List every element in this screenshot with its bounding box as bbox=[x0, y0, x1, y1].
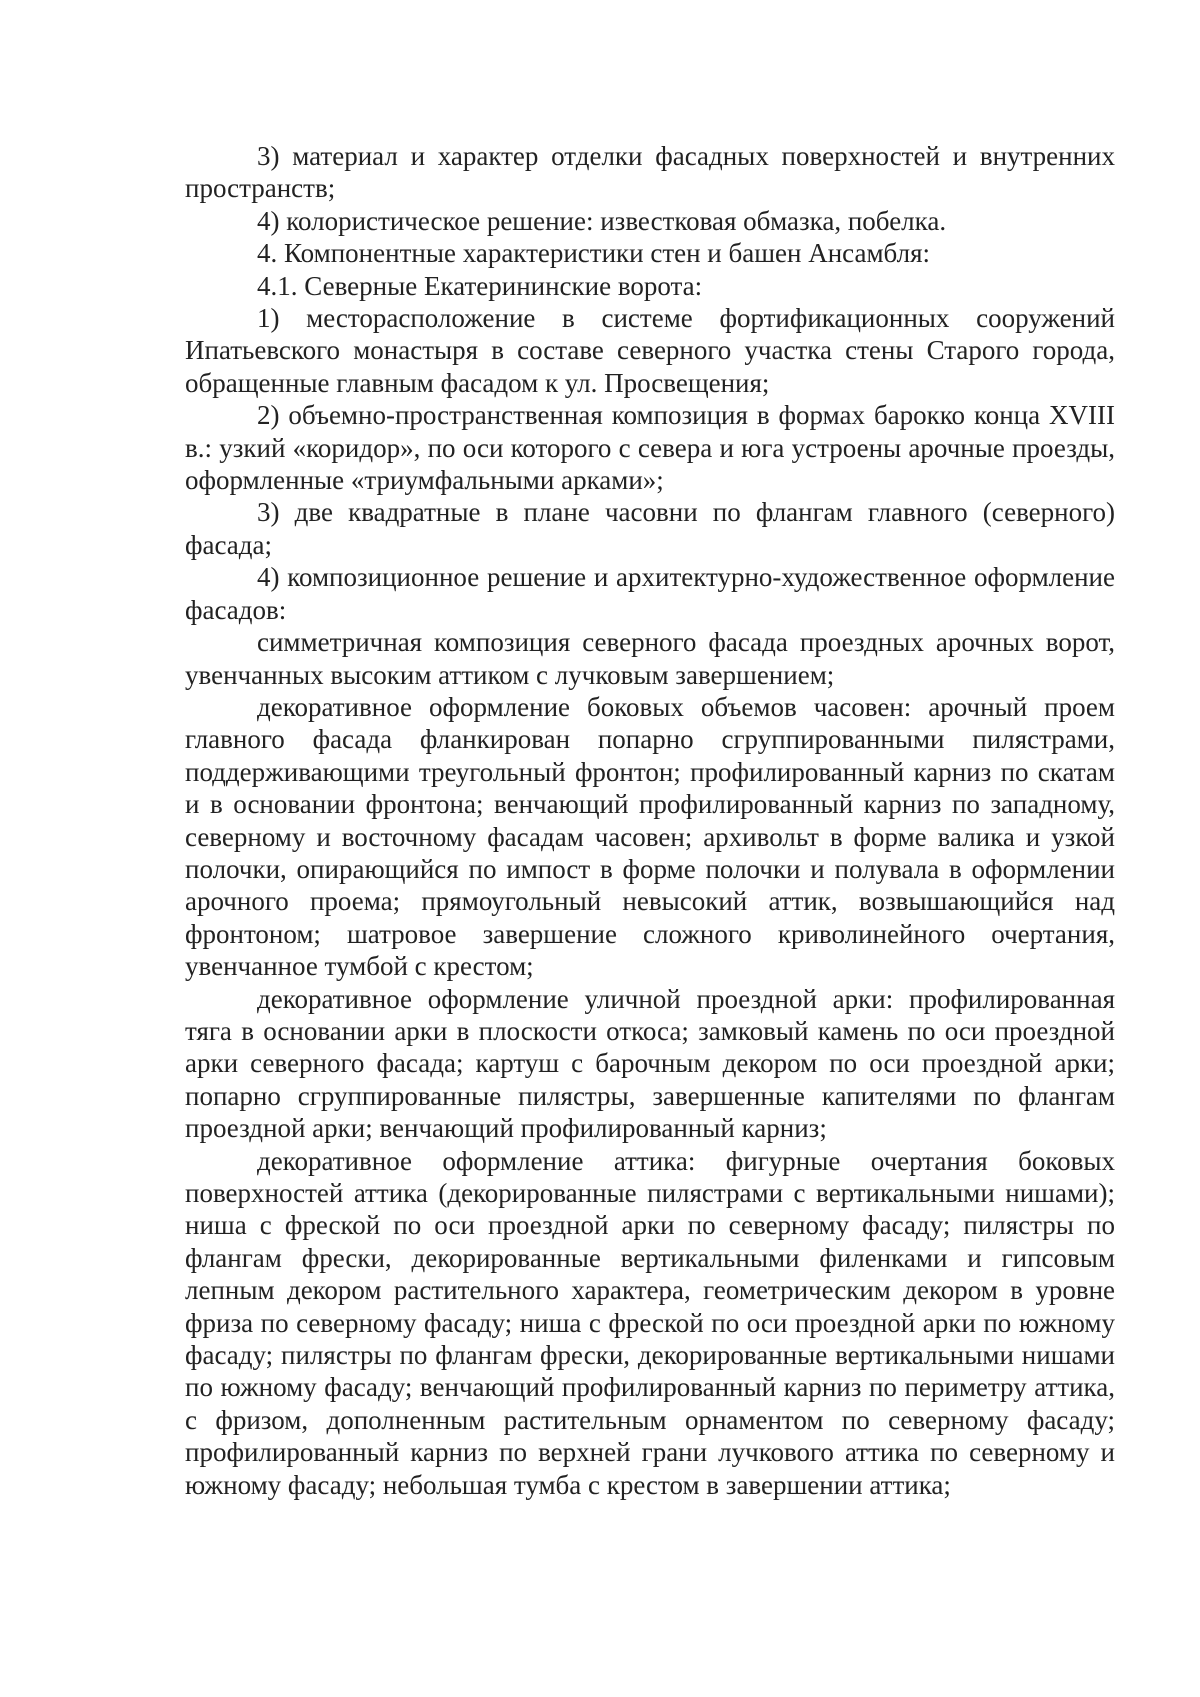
paragraph-chapel-decoration: декоративное оформление боковых объемов часовен: арочный проем главного фасада фланкирован попарно сгруппированными пилястрами, поддерживающими треугольный фронтон; профилированный карниз по скатам и в основании фронтона; венчающий профилированный карниз по западному, северному и восточному фасадам часовен; архивольт в форме валика и узкой полочки, опирающийся по импост в форме полочки и полувала в оформлении арочного проема; прямоугольный невысокий аттик, возвышающийся над фронтоном; шатровое завершение сложного криволинейного очертания, увенчанное тумбой с крестом; bbox=[185, 691, 1115, 982]
paragraph-symmetric-composition: симметричная композиция северного фасада проездных арочных ворот, увенчанных высоким аттиком с лучковым завершением; bbox=[185, 627, 1115, 690]
paragraph-facade-design: 4) композиционное решение и архитектурно-художественное оформление фасадов: bbox=[185, 562, 1115, 625]
paragraph-volume-composition: 2) объемно-пространственная композиция в формах барокко конца XVIII в.: узкий «коридор», по оси которого с севера и юга устроены арочные проезды, оформленные «триумфальными арками»; bbox=[185, 400, 1115, 496]
paragraph-attic-decoration: декоративное оформление аттика: фигурные очертания боковых поверхностей аттика (декорированные пилястрами с вертикальными нишами); ниша с фреской по оси проездной арки по северному фасаду; пилястры по флангам фрески, декорированные вертикальными филенками и гипсовым лепным декором растительного характера, геометрическим декором в уровне фриза по северному фасаду; ниша с фреской по оси проездной арки по южному фасаду; пилястры по флангам фрески, декорированные вертикальными нишами по южному фасаду; венчающий профилированный карниз по периметру аттика, с фризом, дополненным растительным орнаментом по северному фасаду; профилированный карниз по верхней грани лучкового аттика по северному и южному фасаду; небольшая тумба с крестом в завершении аттика; bbox=[185, 1145, 1115, 1500]
paragraph-location: 1) месторасположение в системе фортификационных сооружений Ипатьевского монастыря в составе северного участка стены Старого города, обращенные главным фасадом к ул. Просвещения; bbox=[185, 303, 1115, 398]
paragraph-street-arch-decoration: декоративное оформление уличной проездной арки: профилированная тяга в основании арки в плоскости откоса; замковый камень по оси проездной арки северного фасада; картуш с барочным декором по оси проездной арки; попарно сгруппированные пилястры, завершенные капителями по флангам проездной арки; венчающий профилированный карниз; bbox=[185, 983, 1115, 1144]
document-body bbox=[185, 140, 1115, 1501]
paragraph-chapels: 3) две квадратные в плане часовни по флангам главного (северного) фасада; bbox=[185, 497, 1115, 560]
paragraph-color-scheme: 4) колористическое решение: известковая обмазка, побелка. bbox=[257, 205, 947, 236]
paragraph-finish-material: 3) материал и характер отделки фасадных поверхностей и внутренних пространств; bbox=[185, 141, 1115, 204]
paragraph-section-4-heading: 4. Компонентные характеристики стен и башен Ансамбля: bbox=[257, 238, 930, 269]
paragraph-section-4-1-heading: 4.1. Северные Екатерининские ворота: bbox=[257, 270, 703, 301]
